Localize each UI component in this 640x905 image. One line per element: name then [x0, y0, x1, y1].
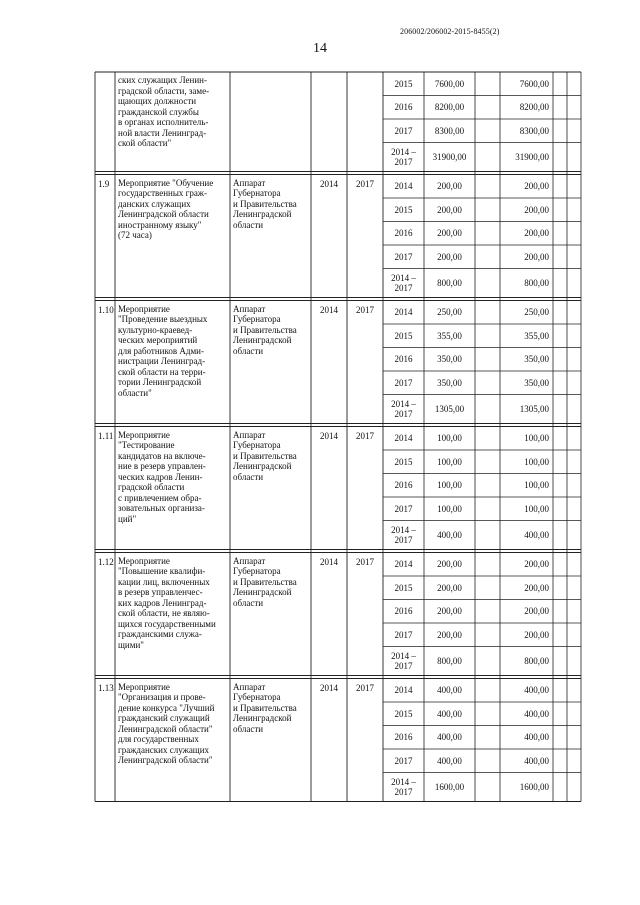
region-amount: 200,00	[524, 629, 549, 640]
total-amount: 200,00	[437, 559, 462, 570]
period-year: 2014 – 2017	[391, 650, 416, 671]
period-year: 2014	[394, 433, 413, 444]
total-amount: 355,00	[437, 330, 462, 341]
measure-description: Мероприятие "Повышение квалифи- кации лиц, включенных в резерв управленчес- ких кадров Ленинград- ской области, не являю- щихся государственными гражданскими служа- щими"	[118, 555, 216, 650]
end-year: 2017	[356, 304, 374, 315]
period-year: 2017	[394, 629, 413, 640]
region-amount: 400,00	[524, 732, 549, 743]
total-amount: 350,00	[437, 377, 462, 388]
period-year: 2014	[394, 181, 413, 192]
total-amount: 1600,00	[434, 782, 465, 792]
start-year: 2014	[320, 178, 338, 189]
row-number: 1.10	[98, 304, 114, 315]
period-year: 2016	[394, 732, 413, 743]
region-amount: 7600,00	[519, 78, 549, 89]
region-amount: 200,00	[524, 251, 549, 262]
total-amount: 200,00	[437, 228, 462, 239]
period-year: 2016	[394, 480, 413, 491]
total-amount: 100,00	[437, 433, 462, 444]
total-amount: 400,00	[437, 708, 462, 719]
document-reference: 206002/206002-2015-8455(2)	[400, 27, 500, 36]
row-number: 1.11	[98, 430, 114, 441]
period-year: 2014 – 2017	[391, 398, 416, 419]
end-year: 2017	[356, 178, 374, 189]
measure-description: Мероприятие "Проведение выездных культурно-краевед- ческих мероприятий для работников Адми- нистрации Ленинград- ской области на терри- тории Ленинградской области"	[118, 303, 208, 398]
period-year: 2017	[394, 377, 413, 388]
region-amount: 250,00	[524, 307, 549, 318]
total-amount: 400,00	[437, 530, 462, 540]
total-amount: 400,00	[437, 685, 462, 696]
region-amount: 355,00	[524, 330, 549, 341]
total-amount: 100,00	[437, 480, 462, 491]
region-amount: 8300,00	[519, 125, 549, 136]
period-year: 2014	[394, 307, 413, 318]
region-amount: 100,00	[524, 503, 549, 514]
region-amount: 400,00	[524, 685, 549, 696]
total-amount: 8200,00	[434, 102, 465, 113]
period-year: 2015	[394, 330, 413, 341]
total-amount: 200,00	[437, 204, 462, 215]
region-amount: 400,00	[524, 530, 549, 540]
total-amount: 200,00	[437, 629, 462, 640]
period-year: 2015	[394, 78, 413, 89]
executor: Аппарат Губернатора и Правительства Ленинградской области	[233, 303, 297, 356]
period-year: 2017	[394, 125, 413, 136]
region-amount: 350,00	[524, 377, 549, 388]
region-amount: 200,00	[524, 559, 549, 570]
total-amount: 400,00	[437, 732, 462, 743]
total-amount: 400,00	[437, 755, 462, 766]
start-year: 2014	[320, 556, 338, 567]
period-year: 2016	[394, 102, 413, 113]
region-amount: 400,00	[524, 755, 549, 766]
total-amount: 31900,00	[432, 152, 467, 162]
measure-description: Мероприятие "Обучение государственных граж- данских служащих Ленинградской области иностранному языку" (72 часа)	[118, 177, 214, 240]
executor: Аппарат Губернатора и Правительства Ленинградской области	[233, 429, 297, 482]
period-year: 2015	[394, 708, 413, 719]
start-year: 2014	[320, 304, 338, 315]
start-year: 2014	[320, 430, 338, 441]
region-amount: 100,00	[524, 456, 549, 467]
period-year: 2014 – 2017	[391, 146, 416, 167]
region-amount: 200,00	[524, 606, 549, 617]
total-amount: 250,00	[437, 307, 462, 318]
row-number: 1.9	[98, 178, 110, 189]
period-year: 2017	[394, 755, 413, 766]
total-amount: 200,00	[437, 181, 462, 192]
period-year: 2014 – 2017	[391, 524, 416, 545]
start-year: 2014	[320, 682, 338, 693]
region-amount: 200,00	[524, 228, 549, 239]
total-amount: 7600,00	[434, 78, 465, 89]
period-year: 2015	[394, 204, 413, 215]
measure-description: ских служащих Ленин- градской области, заме- щающих должности гражданской службы в органах исполнитель- ной власти Ленинград- ской области"	[118, 75, 210, 148]
measure-description: Мероприятие "Организация и прове- дение конкурса "Лучший гражданский служащий Ленинградской области" для государственных гражданских служащих Ленинградской области"	[118, 681, 215, 765]
executor: Аппарат Губернатора и Правительства Ленинградской области	[233, 177, 297, 230]
period-year: 2017	[394, 251, 413, 262]
region-amount: 1305,00	[519, 404, 549, 414]
region-amount: 100,00	[524, 433, 549, 444]
total-amount: 1305,00	[434, 404, 465, 414]
total-amount: 800,00	[437, 278, 462, 288]
period-year: 2016	[394, 228, 413, 239]
executor: Аппарат Губернатора и Правительства Ленинградской области	[233, 681, 297, 734]
period-year: 2014	[394, 685, 413, 696]
total-amount: 100,00	[437, 456, 462, 467]
period-year: 2014	[394, 559, 413, 570]
period-year: 2015	[394, 582, 413, 593]
period-year: 2017	[394, 503, 413, 514]
region-amount: 1600,00	[519, 782, 549, 792]
total-amount: 200,00	[437, 582, 462, 593]
period-year: 2014 – 2017	[391, 776, 416, 797]
period-year: 2016	[394, 606, 413, 617]
region-amount: 350,00	[524, 354, 549, 365]
total-amount: 350,00	[437, 354, 462, 365]
period-year: 2016	[394, 354, 413, 365]
row-number: 1.12	[98, 556, 114, 567]
region-amount: 200,00	[524, 204, 549, 215]
region-amount: 800,00	[524, 278, 549, 288]
end-year: 2017	[356, 430, 374, 441]
measure-description: Мероприятие "Тестирование кандидатов на включе- ние в резерв управлен- ческих кадров Ленин- градской области с привлечением обра- зовательных организа- ций"	[118, 429, 206, 524]
total-amount: 100,00	[437, 503, 462, 514]
region-amount: 8200,00	[519, 102, 549, 113]
region-amount: 200,00	[524, 582, 549, 593]
end-year: 2017	[356, 556, 374, 567]
region-amount: 100,00	[524, 480, 549, 491]
period-year: 2014 – 2017	[391, 272, 416, 293]
executor: Аппарат Губернатора и Правительства Ленинградской области	[233, 555, 297, 608]
total-amount: 200,00	[437, 251, 462, 262]
total-amount: 800,00	[437, 656, 462, 666]
total-amount: 8300,00	[434, 125, 465, 136]
page-number: 14	[313, 41, 327, 56]
region-amount: 31900,00	[515, 152, 549, 162]
region-amount: 200,00	[524, 181, 549, 192]
row-number: 1.13	[98, 682, 114, 693]
period-year: 2015	[394, 456, 413, 467]
region-amount: 400,00	[524, 708, 549, 719]
total-amount: 200,00	[437, 606, 462, 617]
end-year: 2017	[356, 682, 374, 693]
region-amount: 800,00	[524, 656, 549, 666]
